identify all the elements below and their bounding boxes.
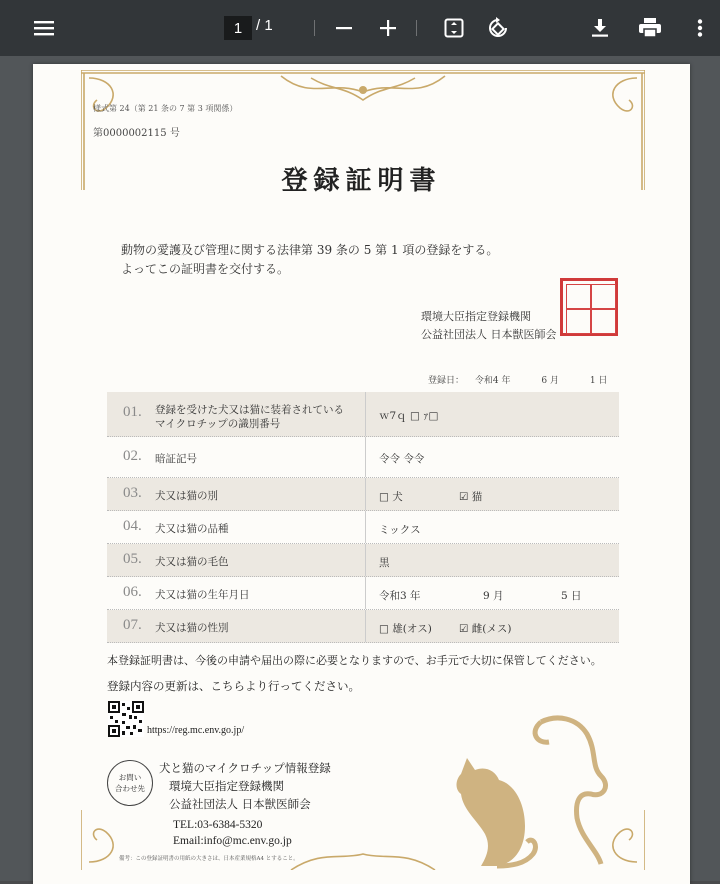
more-icon[interactable]: [684, 12, 716, 44]
intro-line-1: 動物の愛護及び管理に関する法律第 39 条の 5 第 1 項の登録をする。: [121, 243, 499, 257]
divider: [314, 20, 315, 36]
certificate-page: [33, 64, 690, 884]
official-seal: [560, 278, 618, 336]
document-title: 登録証明書: [281, 166, 442, 196]
document-viewer[interactable]: [0, 56, 720, 881]
print-icon[interactable]: [634, 12, 666, 44]
table-row: 03. 犬又は猫の別 □ 犬 ☑ 猫: [107, 478, 619, 511]
registration-table: [107, 392, 619, 643]
contact-title: 犬と猫のマイクロチップ情報登録: [159, 761, 331, 775]
page-count: / 1: [256, 17, 273, 34]
zoom-in-icon[interactable]: [372, 12, 404, 44]
contact-org-1: 環境大臣指定登録機関: [169, 779, 284, 793]
contact-badge: お問い 合わせ先: [107, 760, 153, 806]
page-number-input[interactable]: 1: [224, 16, 252, 40]
cat-and-dog-illustration: [441, 714, 621, 869]
divider: [416, 20, 417, 36]
menu-icon[interactable]: [28, 12, 60, 44]
fit-page-icon[interactable]: [438, 12, 470, 44]
storage-notice: 本登録証明書は、今後の申請や届出の際に必要となりますので、お手元で大切に保管してください。: [107, 654, 602, 667]
zoom-out-icon[interactable]: [328, 12, 360, 44]
issuer-line-2: 公益社団法人 日本獣医師会: [421, 328, 557, 341]
table-row: 02. 暗証記号 令令 令令: [107, 437, 619, 478]
contact-tel: TEL:03-6384-5320: [173, 819, 263, 831]
registration-url[interactable]: https://reg.mc.env.go.jp/: [147, 725, 245, 736]
registration-date: 登録日： 令和4 年 6 月 1 日: [428, 376, 608, 386]
contact-email[interactable]: Email:info@mc.env.go.jp: [173, 835, 292, 847]
certificate-number: 第0000002115 号: [93, 128, 180, 139]
contact-org-2: 公益社団法人 日本獣医師会: [169, 797, 311, 811]
table-row: 01. 登録を受けた犬又は猫に装着されている マイクロチップの識別番号 ｗ7ｑ □ ｧ□: [107, 392, 619, 437]
table-row: 07. 犬又は猫の性別 □ 雄(オス) ☑ 雌(メス): [107, 610, 619, 643]
rotate-icon[interactable]: [482, 12, 514, 44]
issuer-line-1: 環境大臣指定登録機関: [421, 310, 531, 323]
qr-code-icon[interactable]: [108, 701, 144, 737]
pdf-toolbar: [0, 0, 720, 56]
table-row: 05. 犬又は猫の毛色 黒: [107, 544, 619, 577]
update-note: 登録内容の更新は、こちらより行ってください。: [107, 679, 360, 693]
fine-print: 備考：この登録証明書の用紙の大きさは、日本産業規格A4 とすること。: [119, 856, 299, 862]
download-icon[interactable]: [584, 12, 616, 44]
table-row: 06. 犬又は猫の生年月日 令和3 年 9 月 5 日: [107, 577, 619, 610]
intro-line-2: よってこの証明書を交付する。: [121, 262, 290, 276]
table-row: 04. 犬又は猫の品種 ミックス: [107, 511, 619, 544]
form-number: 様式第 24（第 21 条の 7 第 3 項関係）: [93, 104, 238, 113]
